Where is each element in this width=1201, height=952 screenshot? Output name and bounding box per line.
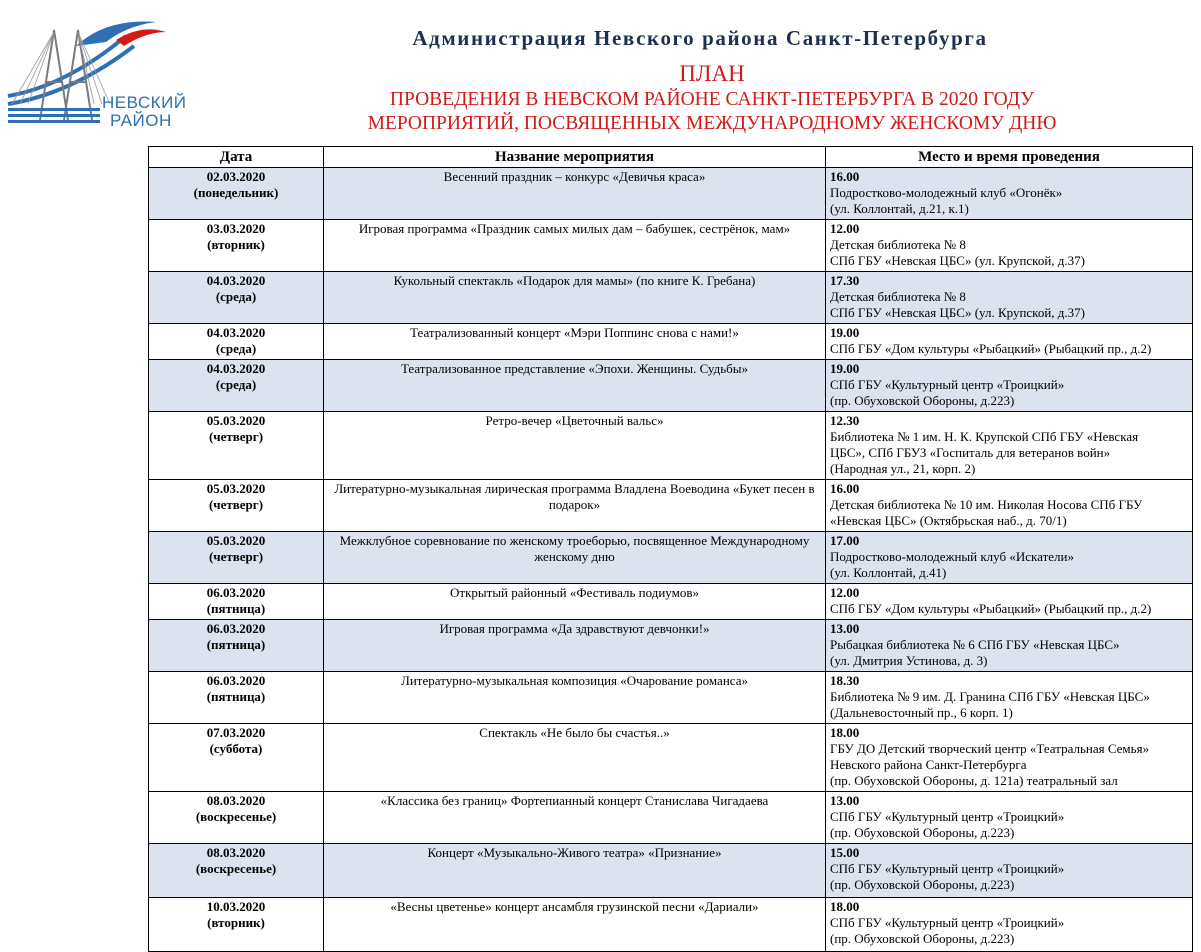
event-name-cell: [324, 480, 826, 532]
place-time-cell: [826, 724, 1193, 792]
event-name-cell: [324, 412, 826, 480]
event-time: 12.30: [830, 413, 860, 428]
event-name: Кукольный спектакль «Подарок для мамы» (по книге К. Гребана): [393, 273, 756, 288]
place-time-cell: [826, 412, 1193, 480]
date-cell: [149, 620, 324, 672]
header-date: Дата: [149, 147, 324, 168]
event-place-line: (пр. Обуховской Обороны, д. 121а) театральный зал: [830, 773, 1118, 788]
plan-title-block: [262, 60, 1162, 136]
nevsky-district-logo: [6, 16, 187, 130]
plan-subtitle-line1: ПРОВЕДЕНИЯ В НЕВСКОМ РАЙОНЕ САНКТ-ПЕТЕРБУРГА В 2020 ГОДУ: [389, 89, 1035, 110]
event-place-line: Невского района Санкт-Петербурга: [830, 757, 1027, 772]
event-name: Открытый районный «Фестиваль подиумов»: [450, 585, 699, 600]
table-row: [149, 324, 1193, 360]
event-name: Спектакль «Не было бы счастья..»: [479, 725, 670, 740]
event-place-line: СПб ГБУ «Невская ЦБС» (ул. Крупской, д.37): [830, 253, 1085, 268]
event-time: 18.30: [830, 673, 860, 688]
event-name-cell: [324, 672, 826, 724]
date-cell: [149, 584, 324, 620]
event-name: Литературно-музыкальная композиция «Очарование романса»: [401, 673, 748, 688]
event-weekday: (пятница): [206, 601, 266, 616]
event-date: 03.03.2020: [206, 221, 266, 236]
place-time-cell: [826, 898, 1193, 952]
place-time-cell: [826, 532, 1193, 584]
table-row: [149, 412, 1193, 480]
event-time: 19.00: [830, 361, 860, 376]
event-weekday: (четверг): [208, 429, 264, 444]
date-cell: [149, 272, 324, 324]
table-row: [149, 220, 1193, 272]
place-time-cell: [826, 480, 1193, 532]
event-place-line: СПб ГБУ «Невская ЦБС» (ул. Крупской, д.37): [830, 305, 1085, 320]
event-name-cell: [324, 360, 826, 412]
event-name: Игровая программа «Праздник самых милых дам – бабушек, сестрёнок, мам»: [358, 221, 791, 236]
place-time-cell: [826, 360, 1193, 412]
event-name: Литературно-музыкальная лирическая программа Владлена Воеводина «Букет песен в подарок»: [334, 481, 815, 512]
event-place-line: (пр. Обуховской Обороны, д.223): [830, 877, 1015, 892]
date-cell: [149, 168, 324, 220]
event-name-cell: [324, 620, 826, 672]
table-row: [149, 480, 1193, 532]
header-place-time: Место и время проведения: [826, 147, 1193, 168]
event-name: Концерт «Музыкально-Живого театра» «Признание»: [427, 845, 722, 860]
event-place-line: Библиотека № 1 им. Н. К. Крупской СПб ГБУ «Невская: [830, 429, 1139, 444]
event-place-line: (Дальневосточный пр., 6 корп. 1): [830, 705, 1013, 720]
table-header-row: [149, 147, 1193, 168]
event-time: 13.00: [830, 793, 860, 808]
event-name: Театрализованное представление «Эпохи. Женщины. Судьбы»: [400, 361, 749, 376]
event-date: 08.03.2020: [206, 845, 266, 860]
date-cell: [149, 412, 324, 480]
event-name-cell: [324, 898, 826, 952]
event-time: 12.00: [830, 221, 860, 236]
event-name: «Классика без границ» Фортепианный концерт Станислава Чигадаева: [380, 793, 769, 808]
event-date: 04.03.2020: [206, 325, 266, 340]
event-date: 05.03.2020: [206, 413, 266, 428]
event-weekday: (понедельник): [193, 185, 279, 200]
event-time: 16.00: [830, 169, 860, 184]
header-event-name: Название мероприятия: [324, 147, 826, 168]
event-weekday: (воскресенье): [195, 861, 277, 876]
event-name-cell: [324, 584, 826, 620]
table-row: [149, 792, 1193, 844]
event-name-cell: [324, 324, 826, 360]
place-time-cell: [826, 672, 1193, 724]
place-time-cell: [826, 792, 1193, 844]
event-name: Театрализованный концерт «Мэри Поппинс снова с нами!»: [410, 325, 739, 340]
event-place-line: СПб ГБУ «Культурный центр «Троицкий»: [830, 861, 1065, 876]
table-row: [149, 168, 1193, 220]
event-time: 16.00: [830, 481, 860, 496]
event-time: 17.00: [830, 533, 860, 548]
event-place-line: Детская библиотека № 8: [830, 237, 966, 252]
table-row: [149, 724, 1193, 792]
event-weekday: (воскресенье): [195, 809, 277, 824]
event-time: 17.30: [830, 273, 860, 288]
events-table: [148, 146, 1193, 952]
event-place-line: (ул. Коллонтай, д.21, к.1): [830, 201, 969, 216]
event-place-line: Библиотека № 9 им. Д. Гранина СПб ГБУ «Невская ЦБС»: [830, 689, 1150, 704]
event-date: 04.03.2020: [206, 361, 266, 376]
event-name: Игровая программа «Да здравствуют девчонки!»: [439, 621, 710, 636]
event-weekday: (суббота): [209, 741, 263, 756]
event-name: Весенний праздник – конкурс «Девичья краса»: [443, 169, 706, 184]
date-cell: [149, 792, 324, 844]
place-time-cell: [826, 844, 1193, 898]
event-name: «Весны цветенье» концерт ансамбля грузинской песни «Дариали»: [390, 899, 759, 914]
event-weekday: (вторник): [207, 237, 265, 252]
event-place-line: (пр. Обуховской Обороны, д.223): [830, 393, 1015, 408]
event-weekday: (четверг): [208, 549, 264, 564]
event-name-cell: [324, 844, 826, 898]
event-time: 12.00: [830, 585, 860, 600]
event-name-cell: [324, 792, 826, 844]
place-time-cell: [826, 620, 1193, 672]
event-time: 18.00: [830, 899, 860, 914]
event-weekday: (пятница): [206, 637, 266, 652]
date-cell: [149, 360, 324, 412]
logo-text-line1: НЕВСКИЙ: [102, 93, 187, 112]
place-time-cell: [826, 584, 1193, 620]
event-time: 18.00: [830, 725, 860, 740]
event-name-cell: [324, 724, 826, 792]
table-row: [149, 672, 1193, 724]
event-date: 08.03.2020: [206, 793, 266, 808]
event-name-cell: [324, 220, 826, 272]
date-cell: [149, 480, 324, 532]
event-place-line: (Народная ул., 21, корп. 2): [830, 461, 976, 476]
event-weekday: (четверг): [208, 497, 264, 512]
event-place-line: СПб ГБУ «Культурный центр «Троицкий»: [830, 915, 1065, 930]
table-row: [149, 532, 1193, 584]
organization-title: Администрация Невского района Санкт-Петербурга: [412, 26, 988, 50]
date-cell: [149, 898, 324, 952]
event-place-line: Подростково-молодежный клуб «Огонёк»: [830, 185, 1063, 200]
table-row: [149, 272, 1193, 324]
place-time-cell: [826, 220, 1193, 272]
plan-title: ПЛАН: [679, 61, 745, 86]
plan-subtitle-line2: МЕРОПРИЯТИЙ, ПОСВЯЩЕННЫХ МЕЖДУНАРОДНОМУ ЖЕНСКОМУ ДНЮ: [367, 113, 1057, 134]
event-weekday: (среда): [215, 289, 257, 304]
event-place-line: Подростково-молодежный клуб «Искатели»: [830, 549, 1074, 564]
event-place-line: СПб ГБУ «Культурный центр «Троицкий»: [830, 377, 1065, 392]
event-place-line: СПб ГБУ «Дом культуры «Рыбацкий» (Рыбацкий пр., д.2): [830, 601, 1152, 616]
event-place-line: СПб ГБУ «Культурный центр «Троицкий»: [830, 809, 1065, 824]
event-place-line: ЦБС», СПб ГБУЗ «Госпиталь для ветеранов войн»: [830, 445, 1111, 460]
event-place-line: Детская библиотека № 8: [830, 289, 966, 304]
table-row: [149, 844, 1193, 898]
event-time: 19.00: [830, 325, 860, 340]
event-place-line: (ул. Дмитрия Устинова, д. 3): [830, 653, 988, 668]
event-time: 13.00: [830, 621, 860, 636]
event-date: 06.03.2020: [206, 673, 266, 688]
event-date: 02.03.2020: [206, 169, 266, 184]
date-cell: [149, 324, 324, 360]
event-date: 06.03.2020: [206, 621, 266, 636]
date-cell: [149, 672, 324, 724]
table-row: [149, 584, 1193, 620]
date-cell: [149, 220, 324, 272]
event-place-line: (ул. Коллонтай, д.41): [830, 565, 947, 580]
event-date: 07.03.2020: [206, 725, 266, 740]
event-place-line: СПб ГБУ «Дом культуры «Рыбацкий» (Рыбацкий пр., д.2): [830, 341, 1152, 356]
event-name-cell: [324, 168, 826, 220]
table-row: [149, 898, 1193, 952]
event-weekday: (среда): [215, 341, 257, 356]
event-weekday: (вторник): [207, 915, 265, 930]
place-time-cell: [826, 168, 1193, 220]
event-date: 05.03.2020: [206, 481, 266, 496]
event-date: 10.03.2020: [206, 899, 266, 914]
place-time-cell: [826, 272, 1193, 324]
event-weekday: (среда): [215, 377, 257, 392]
table-row: [149, 360, 1193, 412]
event-name-cell: [324, 272, 826, 324]
event-place-line: «Невская ЦБС» (Октябрьская наб., д. 70/1): [830, 513, 1067, 528]
date-cell: [149, 844, 324, 898]
event-name-cell: [324, 532, 826, 584]
place-time-cell: [826, 324, 1193, 360]
event-name: Ретро-вечер «Цветочный вальс»: [485, 413, 664, 428]
table-row: [149, 620, 1193, 672]
date-cell: [149, 532, 324, 584]
logo-text-line2: РАЙОН: [110, 111, 172, 130]
event-weekday: (пятница): [206, 689, 266, 704]
event-date: 06.03.2020: [206, 585, 266, 600]
event-name: Межклубное соревнование по женскому троеборью, посвященное Международному женскому дню: [339, 533, 810, 564]
date-cell: [149, 724, 324, 792]
event-time: 15.00: [830, 845, 860, 860]
event-date: 05.03.2020: [206, 533, 266, 548]
event-place-line: (пр. Обуховской Обороны, д.223): [830, 931, 1015, 946]
event-place-line: Рыбацкая библиотека № 6 СПб ГБУ «Невская ЦБС»: [830, 637, 1120, 652]
event-place-line: ГБУ ДО Детский творческий центр «Театральная Семья»: [830, 741, 1150, 756]
event-date: 04.03.2020: [206, 273, 266, 288]
event-place-line: Детская библиотека № 10 им. Николая Носова СПб ГБУ: [830, 497, 1143, 512]
event-place-line: (пр. Обуховской Обороны, д.223): [830, 825, 1015, 840]
